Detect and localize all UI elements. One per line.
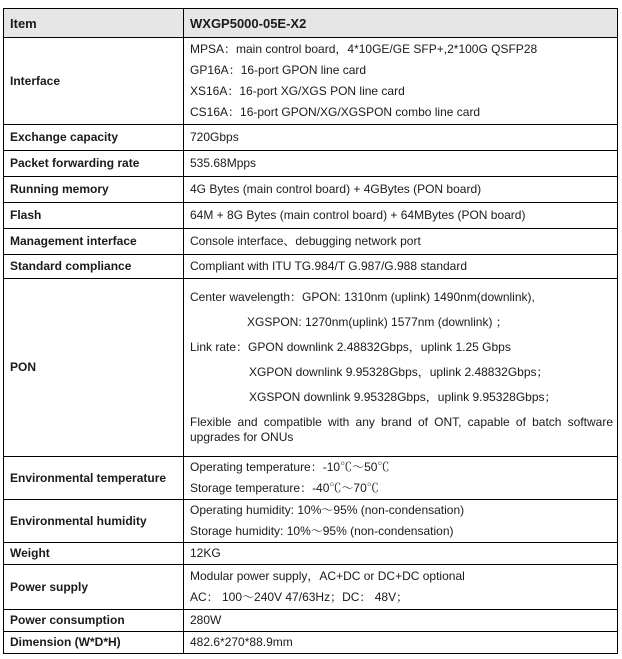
environmental-temperature-value <box>184 457 618 500</box>
exchange-capacity-label: Exchange capacity <box>4 125 184 151</box>
running-memory-row <box>4 177 618 203</box>
power-consumption-row <box>4 610 618 632</box>
weight-row <box>4 543 618 565</box>
packet-forwarding-row <box>4 151 618 177</box>
pon-row <box>4 279 618 457</box>
pon-center-wavelength-gpon: Center wavelength：GPON: 1310nm (uplink) 1490nm(downlink), <box>190 289 535 304</box>
pon-center-wavelength-xgspon: XGSPON: 1270nm(uplink) 1577nm (downlink) ； <box>247 314 508 329</box>
power-supply-line-2: AC： 100～240V 47/63Hz；DC： 48V； <box>190 590 409 604</box>
storage-humidity: Storage humidity: 10%～95% (non-condensation) <box>190 524 454 538</box>
flash-value: 64M + 8G Bytes (main control board) + 64MBytes (PON board) <box>184 203 618 229</box>
weight-label: Weight <box>4 543 184 565</box>
power-supply-value <box>184 565 618 610</box>
flash-row <box>4 203 618 229</box>
environmental-humidity-label: Environmental humidity <box>4 500 184 543</box>
interface-line-mpsa: MPSA：main control board，4*10GE/GE SFP+,2*100G QSFP28 <box>190 42 538 56</box>
running-memory-value: 4G Bytes (main control board) + 4GBytes (PON board) <box>184 177 618 203</box>
model-header: WXGP5000-05E-X2 <box>184 9 618 38</box>
pon-label: PON <box>4 279 184 457</box>
standard-compliance-label: Standard compliance <box>4 255 184 279</box>
item-header: Item <box>4 9 184 38</box>
weight-value: 12KG <box>184 543 618 565</box>
interface-label: Interface <box>4 38 184 125</box>
operating-temperature: Operating temperature：-10℃～50℃ <box>190 460 390 474</box>
storage-temperature: Storage temperature：-40℃～70℃ <box>190 481 379 495</box>
standard-compliance-row <box>4 255 618 279</box>
pon-link-rate-xgspon: XGSPON downlink 9.95328Gbps，uplink 9.95328Gbps； <box>249 389 557 404</box>
flash-label: Flash <box>4 203 184 229</box>
spec-table <box>3 8 618 654</box>
interface-line-cs16a: CS16A：16-port GPON/XG/XGSPON combo line card <box>190 105 481 119</box>
header-row <box>4 9 618 38</box>
power-consumption-label: Power consumption <box>4 610 184 632</box>
exchange-capacity-value: 720Gbps <box>184 125 618 151</box>
pon-compatibility: Flexible and compatible with any brand of ONT, capable of batch software upgrades for ONUs <box>190 414 613 444</box>
management-interface-row <box>4 229 618 255</box>
dimension-row <box>4 632 618 654</box>
pon-value <box>184 279 618 457</box>
power-supply-line-1: Modular power supply，AC+DC or DC+DC optional <box>190 569 465 583</box>
power-supply-row <box>4 565 618 610</box>
environmental-temperature-label: Environmental temperature <box>4 457 184 500</box>
exchange-capacity-row <box>4 125 618 151</box>
dimension-label: Dimension (W*D*H) <box>4 632 184 654</box>
environmental-humidity-row <box>4 500 618 543</box>
interface-line-xs16a: XS16A：16-port XG/XGS PON line card <box>190 84 405 98</box>
power-supply-label: Power supply <box>4 565 184 610</box>
pon-link-rate-xgpon: XGPON downlink 9.95328Gbps，uplink 2.48832Gbps； <box>249 364 549 379</box>
environmental-temperature-row <box>4 457 618 500</box>
packet-forwarding-label: Packet forwarding rate <box>4 151 184 177</box>
interface-row <box>4 38 618 125</box>
pon-link-rate-gpon: Link rate：GPON downlink 2.48832Gbps，uplink 1.25 Gbps <box>190 339 511 354</box>
operating-humidity: Operating humidity: 10%～95% (non-condensation) <box>190 503 465 517</box>
power-consumption-value: 280W <box>184 610 618 632</box>
management-interface-value: Console interface、debugging network port <box>184 229 618 255</box>
standard-compliance-value: Compliant with ITU TG.984/T G.987/G.988 standard <box>184 255 618 279</box>
interface-value <box>184 38 618 125</box>
packet-forwarding-value: 535.68Mpps <box>184 151 618 177</box>
environmental-humidity-value <box>184 500 618 543</box>
running-memory-label: Running memory <box>4 177 184 203</box>
management-interface-label: Management interface <box>4 229 184 255</box>
interface-line-gp16a: GP16A：16-port GPON line card <box>190 63 367 77</box>
dimension-value: 482.6*270*88.9mm <box>184 632 618 654</box>
